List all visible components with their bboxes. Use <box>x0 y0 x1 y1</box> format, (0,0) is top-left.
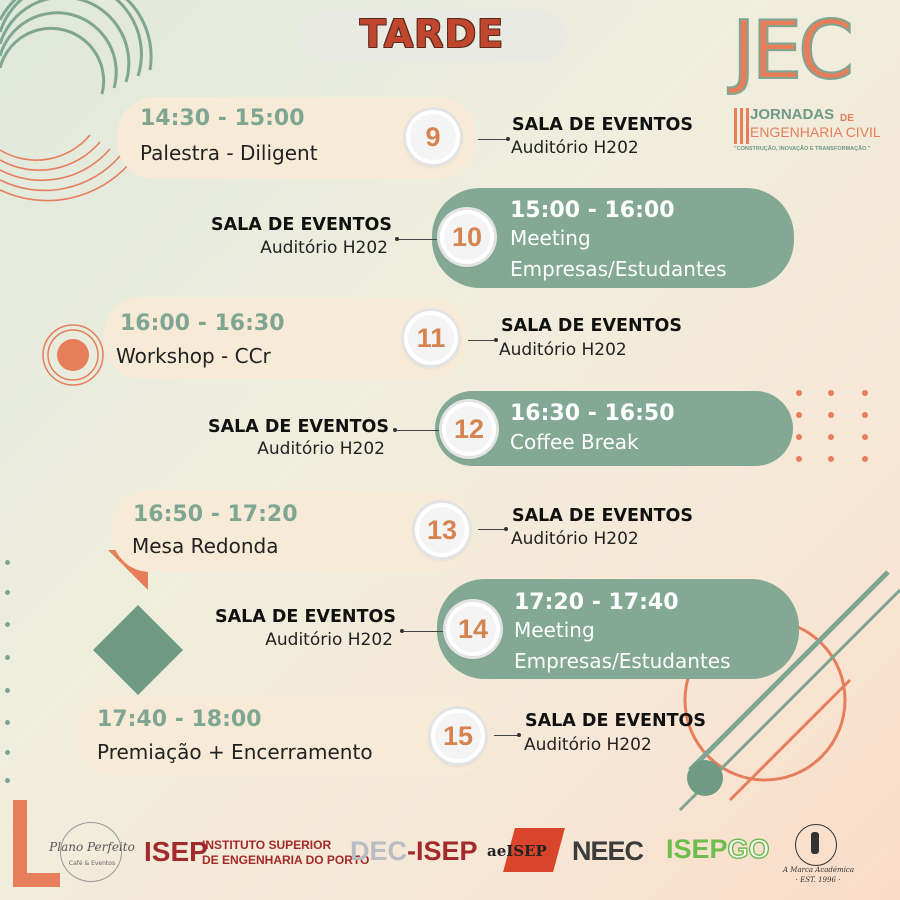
dot-column-left <box>5 560 15 790</box>
logo-neec: NEEC <box>572 836 644 866</box>
event-9-title: Palestra - Diligent <box>140 141 318 165</box>
event-13-connector <box>478 529 506 530</box>
event-11-number: 11 <box>404 311 458 365</box>
logo-isep: ISEP <box>144 836 208 867</box>
isep-full-line1: INSTITUTO SUPERIOR <box>202 838 332 852</box>
event-14-title-line2: Empresas/Estudantes <box>514 649 731 673</box>
logo-plano-perfeito <box>42 822 142 882</box>
jec-logo-mark: JEC <box>732 4 850 97</box>
event-15-connector <box>494 735 519 736</box>
jec-logo-bars <box>734 108 748 144</box>
target-circle-decor <box>38 320 108 390</box>
event-14-connector <box>403 631 445 632</box>
event-12-room: SALA DE EVENTOS <box>207 417 389 437</box>
event-12-number: 12 <box>442 402 496 456</box>
event-10-connector <box>398 239 440 240</box>
isep-full-line2: DE ENGENHARIA DO PORTO <box>202 853 370 867</box>
event-11-connector <box>468 340 496 341</box>
event-12-venue: Auditório H202 <box>257 439 385 459</box>
logo-aeisep: aeISEP <box>483 828 563 872</box>
event-12-connector <box>396 430 441 431</box>
event-10-title-line2: Empresas/Estudantes <box>510 257 727 281</box>
jec-logo-line1-suffix: DE <box>840 113 854 124</box>
event-14-venue: Auditório H202 <box>265 630 393 650</box>
event-15-room: SALA DE EVENTOS <box>525 711 707 731</box>
logo-dec-isep: DEC-ISEP <box>350 836 478 866</box>
event-9-connector <box>478 139 508 140</box>
event-14-room: SALA DE EVENTOS <box>214 607 396 627</box>
event-13-time: 16:50 - 17:20 <box>133 502 298 527</box>
event-10-room: SALA DE EVENTOS <box>210 215 392 235</box>
event-12-time: 16:30 - 16:50 <box>510 401 675 426</box>
event-15-title: Premiação + Encerramento <box>97 740 373 764</box>
event-14-number: 14 <box>446 602 500 656</box>
plano-perfeito-sub: Café & Eventos <box>68 860 116 867</box>
event-13-room: SALA DE EVENTOS <box>512 506 694 526</box>
event-11-title: Workshop - CCr <box>116 344 271 368</box>
event-11-time: 16:00 - 16:30 <box>120 311 285 336</box>
event-10-time: 15:00 - 16:00 <box>510 198 675 223</box>
event-13-number: 13 <box>415 503 469 557</box>
event-10-number: 10 <box>440 210 494 264</box>
event-13-venue: Auditório H202 <box>511 529 639 549</box>
event-9-time: 14:30 - 15:00 <box>140 106 305 131</box>
jec-logo-line2: ENGENHARIA CIVIL <box>750 124 881 140</box>
event-13-title: Mesa Redonda <box>132 534 279 558</box>
plano-perfeito-name: Plano Perfeito <box>49 840 135 854</box>
dot-grid-right <box>796 390 896 470</box>
logo-marca-academica: A Marca Académica · EST. 1996 · <box>783 822 853 890</box>
event-11-venue: Auditório H202 <box>499 340 627 360</box>
event-10-venue: Auditório H202 <box>260 238 388 258</box>
event-12-title: Coffee Break <box>510 430 639 454</box>
jec-logo-line1: JORNADAS <box>750 106 835 123</box>
event-14-title: Meeting <box>514 618 595 642</box>
event-15-number: 15 <box>431 709 485 763</box>
event-15-venue: Auditório H202 <box>524 735 652 755</box>
event-14-time: 17:20 - 17:40 <box>514 590 679 615</box>
jec-logo <box>732 4 892 160</box>
event-9-number: 9 <box>406 110 460 164</box>
logo-isep-go: ISEPGO <box>666 834 770 864</box>
event-11-room: SALA DE EVENTOS <box>501 316 683 336</box>
event-9-room: SALA DE EVENTOS <box>512 115 694 135</box>
event-9-venue: Auditório H202 <box>511 138 639 158</box>
event-10-title: Meeting <box>510 226 591 250</box>
event-15-time: 17:40 - 18:00 <box>97 707 262 732</box>
jec-logo-tagline: "CONSTRUÇÃO, INOVAÇÃO E TRANSFORMAÇÃO." <box>734 146 871 152</box>
page-title: TARDE <box>359 12 505 56</box>
